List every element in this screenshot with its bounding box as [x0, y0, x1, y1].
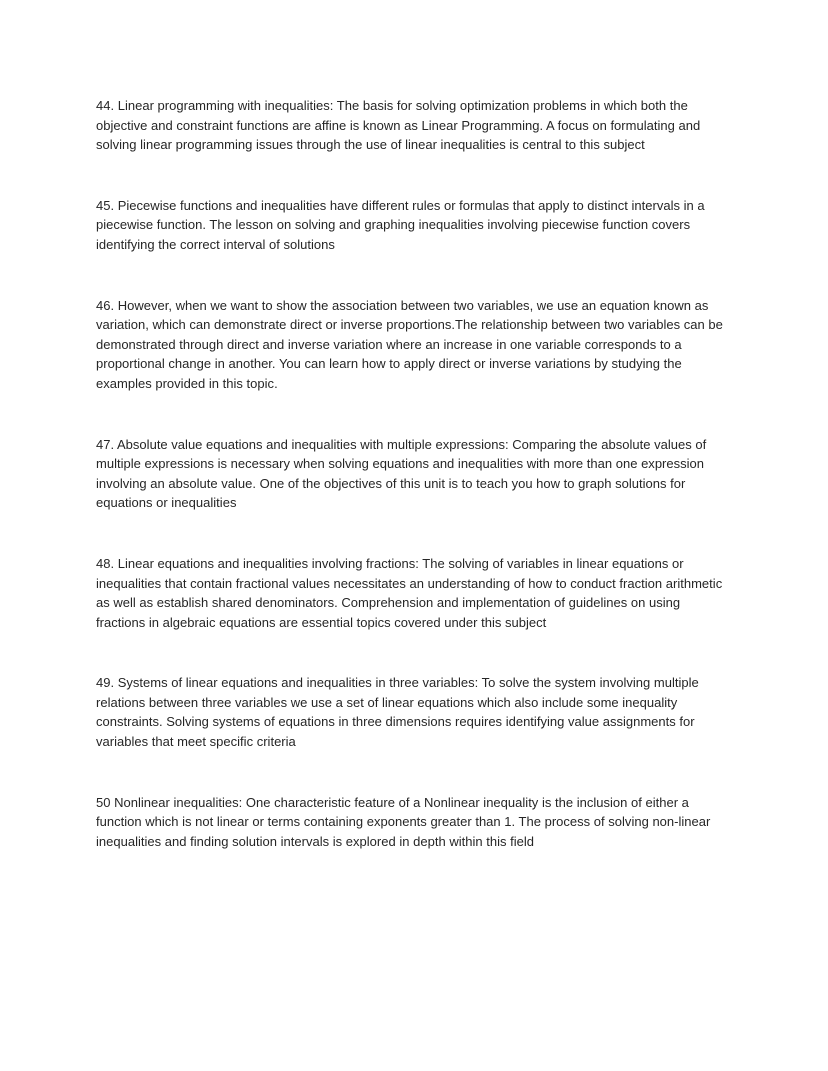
paragraph-50: 50 Nonlinear inequalities: One characteristic feature of a Nonlinear inequality is the inclusion of either a function which is not linear or terms containing exponents greater than 1. The process of solving non-linear inequalities and finding solution intervals is explored in depth within this field [96, 794, 711, 849]
paragraph-46: 46. However, when we want to show the association between two variables, we use an equation known as variation, which can demonstrate direct or inverse proportions.The relationship between two variables can be demonstrated through direct and inverse variation where an increase in one variable corresponds to a proportional change in another. You can learn how to apply direct or inverse variations by studying the examples provided in this topic. [96, 297, 723, 391]
document-content [96, 96, 730, 851]
paragraph-48: 48. Linear equations and inequalities involving fractions: The solving of variables in linear equations or inequalities that contain fractional values necessitates an understanding of how to conduct fraction arithmetic as well as establish shared denominators. Comprehension and implementation of guidelines on using fractions in algebraic equations are essential topics covered under this subject [96, 555, 723, 630]
paragraph-45: 45. Piecewise functions and inequalities have different rules or formulas that apply to distinct intervals in a piecewise function. The lesson on solving and graphing inequalities involving piecewise function covers identifying the correct interval of solutions [96, 197, 705, 252]
paragraph-47: 47. Absolute value equations and inequalities with multiple expressions: Comparing the absolute values of multiple expressions is necessary when solving equations and inequalities with more than one expression involving an absolute value. One of the objectives of this unit is to teach you how to graph solutions for equations or inequalities [96, 436, 707, 511]
paragraph-44: 44. Linear programming with inequalities: The basis for solving optimization problems in which both the objective and constraint functions are affine is known as Linear Programming. A focus on formulating and solving linear programming issues through the use of linear inequalities is central to this subject [96, 98, 701, 153]
paragraph-49: 49. Systems of linear equations and inequalities in three variables: To solve the system involving multiple relations between three variables we use a set of linear equations which also include some inequality constraints. Solving systems of equations in three dimensions requires identifying value assignments for variables that meet specific criteria [96, 675, 699, 750]
